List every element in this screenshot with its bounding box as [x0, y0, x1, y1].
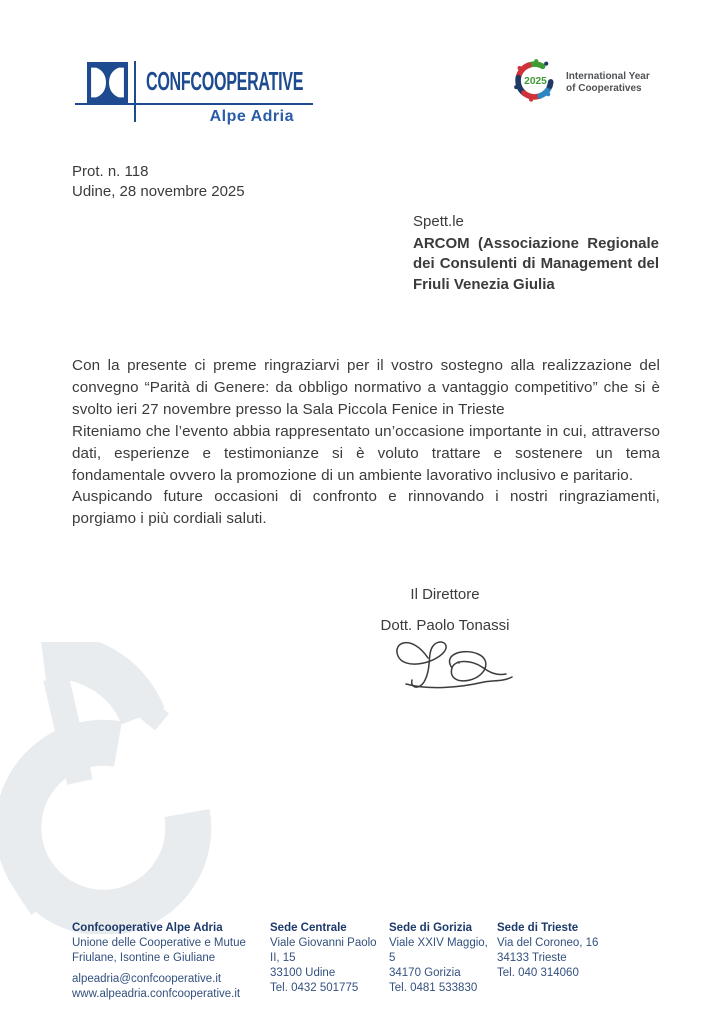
office-phone: Tel. 0432 501775 — [270, 982, 359, 994]
footer-email-link[interactable]: alpeadria@confcooperative.it — [72, 973, 222, 985]
office-address: Viale XXIV Maggio, 5 — [389, 937, 488, 964]
body-paragraph-2: Riteniamo che l’evento abbia rappresentato un’occasione importante in cui, attraverso dati, esperienze e testimonianze si è voluto trattare e sostenere un tema fondamentale ovvero la promozione di un ambiente lavorativo inclusivo e paritario. — [72, 423, 660, 484]
protocol-block — [72, 162, 245, 202]
confcooperative-logo-icon — [87, 62, 128, 103]
iyc-year-label: 2025 — [524, 76, 547, 88]
footer-website-link[interactable]: www.alpeadria.confcooperative.it — [72, 988, 241, 1000]
footer-org-column — [72, 921, 277, 1002]
brand-subtitle: Alpe Adria — [209, 108, 294, 125]
iyc-caption-line2: of Cooperatives — [566, 83, 642, 94]
office-title: Sede di Trieste — [497, 922, 579, 934]
iyc-2025-logo-icon — [512, 56, 559, 103]
office-address: Viale Giovanni Paolo II, 15 — [270, 937, 377, 964]
footer-org-title: Confcooperative Alpe Adria — [72, 922, 223, 934]
brand-divider-horizontal — [75, 103, 313, 105]
letter-date: Udine, 28 novembre 2025 — [72, 183, 245, 200]
office-phone: Tel. 0481 533830 — [389, 982, 478, 994]
footer-office-trieste — [497, 921, 607, 981]
office-city: 33100 Udine — [270, 967, 336, 979]
office-city: 34133 Trieste — [497, 952, 567, 964]
office-address: Via del Coroneo, 16 — [497, 937, 599, 949]
addressee-name: ARCOM (Associazione Regionale dei Consulenti di Management del Friuli Venezia Giulia — [413, 234, 659, 293]
iyc-caption — [566, 71, 650, 95]
brand-wordmark: CONFCOOPERATIVE — [146, 66, 304, 96]
office-title: Sede di Gorizia — [389, 922, 473, 934]
office-city: 34170 Gorizia — [389, 967, 461, 979]
footer-office-udine — [270, 921, 385, 996]
office-title: Sede Centrale — [270, 922, 347, 934]
brand-divider-vertical — [134, 61, 136, 122]
footer-org-line2: Friulane, Isontine e Giuliane — [72, 952, 216, 964]
signer-role: Il Direttore — [410, 586, 480, 603]
addressee-block — [413, 212, 659, 295]
signature-block — [330, 586, 560, 634]
protocol-number: Prot. n. 118 — [72, 163, 149, 180]
body-paragraph-1: Con la presente ci preme ringraziarvi per il vostro sostegno alla realizzazione del convegno “Parità di Genere: da obbligo normativo a vantaggio competitivo” che si è svolto ieri 27 novembre presso la Sala Piccola Fenice in Trieste — [72, 357, 660, 418]
handwritten-signature — [388, 632, 520, 700]
signer-name: Dott. Paolo Tonassi — [380, 617, 510, 634]
office-phone: Tel. 040 314060 — [497, 967, 579, 979]
footer-office-gorizia — [389, 921, 494, 996]
addressee-salutation: Spett.le — [413, 213, 464, 230]
iyc-caption-line1: International Year — [566, 71, 650, 82]
body-paragraph-3: Auspicando future occasioni di confronto e rinnovando i nostri ringraziamenti, porgiamo i più cordiali saluti. — [72, 488, 660, 527]
footer-org-line1: Unione delle Cooperative e Mutue — [72, 937, 246, 949]
confcooperative-watermark-icon — [0, 642, 248, 934]
